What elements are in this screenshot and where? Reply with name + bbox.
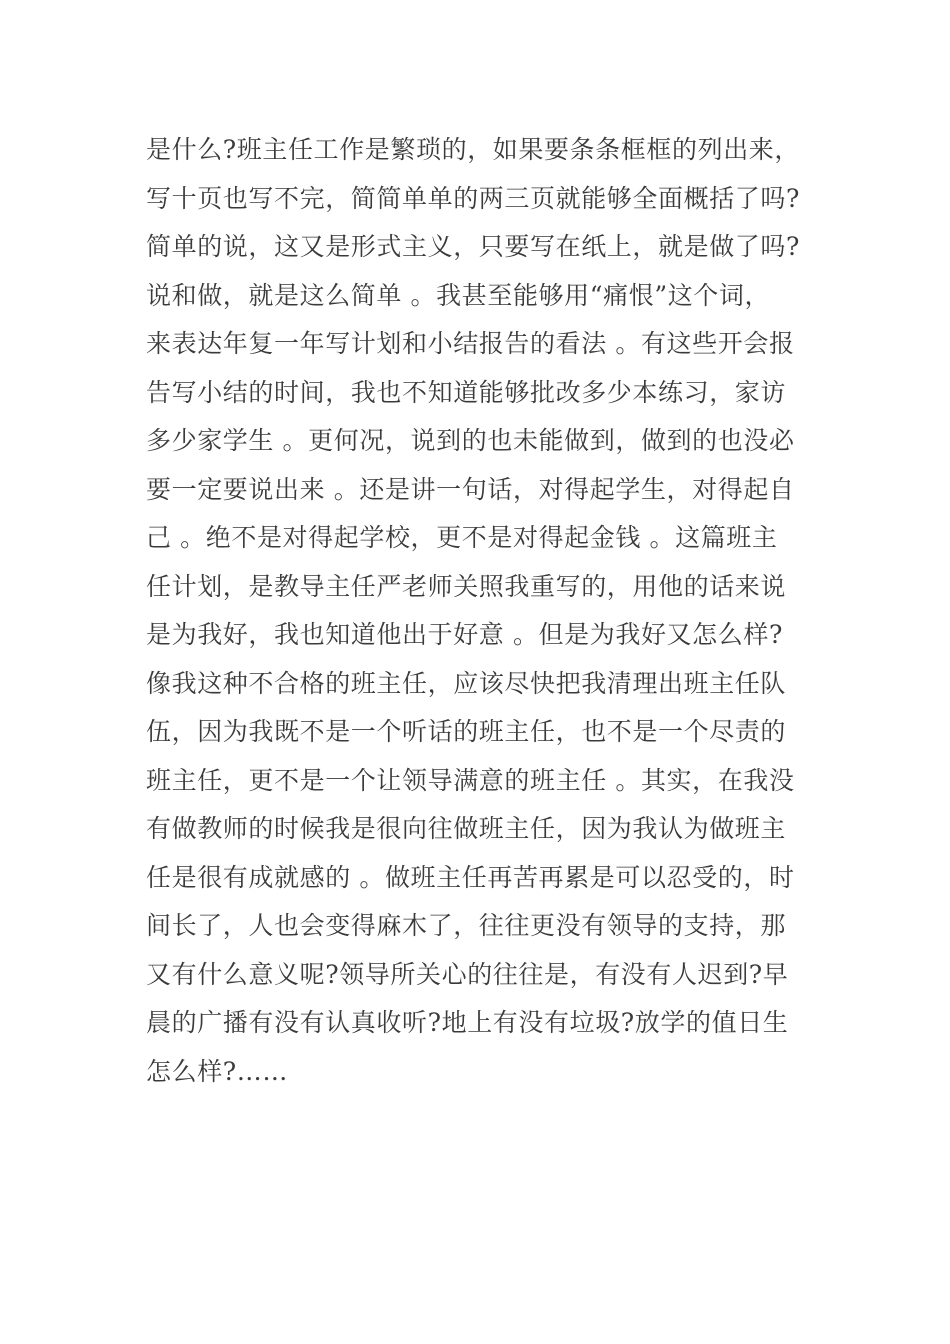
text-line: 任是很有成就感的 。做班主任再苦再累是可以忍受的，时 <box>146 862 795 892</box>
text-line: 写十页也写不完，简简单单的两三页就能够全面概括了吗? <box>146 183 801 213</box>
text-line: 又有什么意义呢?领导所关心的往往是，有没有人迟到?早 <box>146 959 789 989</box>
text-line: 说和做，就是这么简单 。我甚至能够用“痛恨”这个词， <box>146 280 771 310</box>
text-line: 伍，因为我既不是一个听话的班主任，也不是一个尽责的 <box>146 717 787 746</box>
text-line: 怎么样?…… <box>146 1056 289 1086</box>
text-line: 任计划，是教导主任严老师关照我重写的，用他的话来说 <box>146 571 787 601</box>
text-line: 要一定要说出来 。还是讲一句话，对得起学生，对得起自 <box>146 474 795 504</box>
text-line: 有做教师的时候我是很向往做班主任，因为我认为做班主 <box>146 814 787 843</box>
text-line: 简单的说，这又是形式主义，只要写在纸上，就是做了吗? <box>146 232 801 261</box>
text-line: 班主任，更不是一个让领导满意的班主任 。其实，在我没 <box>146 765 795 795</box>
body-text <box>146 126 816 1096</box>
text-line: 是为我好，我也知道他出于好意 。但是为我好又怎么样? <box>146 620 783 649</box>
text-line: 来表达年复一年写计划和小结报告的看法 。有这些开会报 <box>146 329 795 358</box>
text-line: 间长了，人也会变得麻木了，往往更没有领导的支持，那 <box>146 911 787 940</box>
text-line: 是什么?班主任工作是繁琐的，如果要条条框框的列出来， <box>146 135 801 164</box>
text-line: 己 。绝不是对得起学校，更不是对得起金钱 。这篇班主 <box>146 523 778 552</box>
text-line: 多少家学生 。更何况，说到的也未能做到，做到的也没必 <box>146 426 795 455</box>
text-line: 像我这种不合格的班主任，应该尽快把我清理出班主任队 <box>146 668 787 698</box>
text-line: 晨的广播有没有认真收听?地上有没有垃圾?放学的值日生 <box>146 1008 789 1037</box>
text-line: 告写小结的时间，我也不知道能够批改多少本练习，家访 <box>146 377 787 407</box>
